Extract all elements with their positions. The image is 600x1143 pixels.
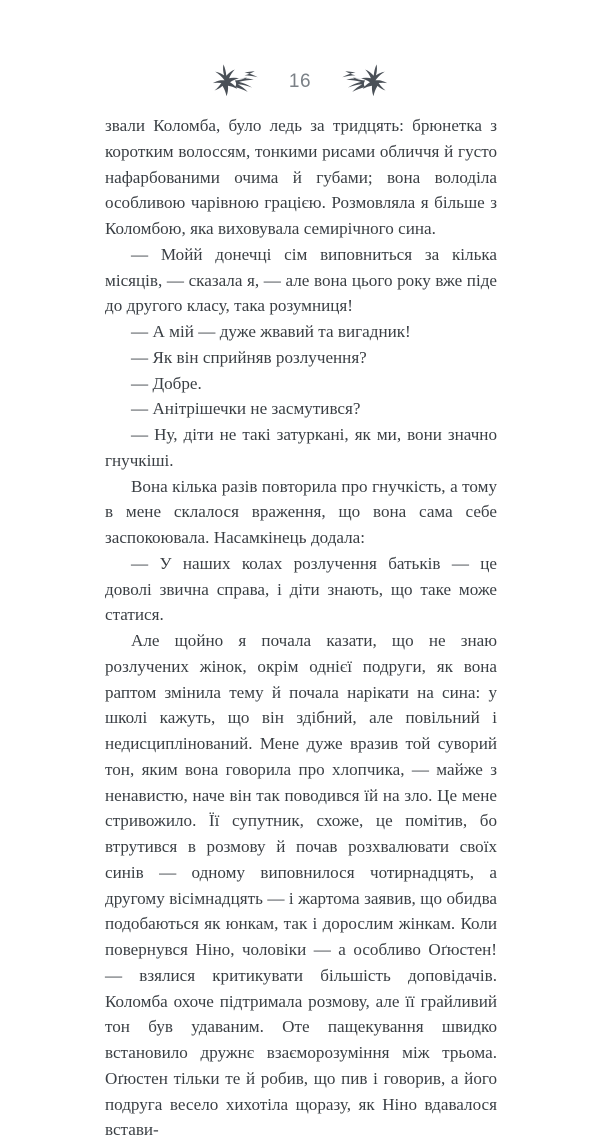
- paragraph: Але щойно я почала казати, що не знаю розлучених жінок, окрім однієї подруги, як вона раптом змінила тему й почала нарікати на сина: у школі кажуть, що він здібний, але повільний і недисциплінований. Мене дуже вразив той суворий тон, яким вона говорила про хлопчика, — майже з ненавистю, наче він так поводився їй на зло. Це мене стривожило. Її супутник, схоже, це помітив, бо втрутився в розмову й почав розхвалювати своїх синів — одному виповнилося чотирнадцять, а другому вісімнадцять — і жартома заявив, що обидва подобаються як юнкам, так і дорослим жінкам. Коли повернувся Ніно, чоловіки — а особливо Оґюстен! — взялися критикувати більшість доповідачів. Коломба охоче підтримала розмову, але її грайливий тон був удаваним. Оте пащекування швидко встановило дружнє взаєморозуміння між трьома. Оґюстен тільки те й робив, що пив і говорив, а його подруга весело хихотіла щоразу, як Ніно вдавалося встави-: [105, 631, 497, 1140]
- paragraph: — У наших колах розлучення батьків — це доволі звична справа, і діти знають, що таке може статися.: [105, 553, 497, 625]
- leaf-flourish-right-icon: [331, 63, 389, 97]
- paragraph: — Анітрішечки не засмутився?: [131, 399, 361, 419]
- page-number: 16: [288, 70, 312, 92]
- paragraph: — Добре.: [131, 373, 202, 393]
- leaf-flourish-left-icon: [211, 63, 269, 97]
- paragraph: звали Коломба, було ледь за тридцять: брюнетка з коротким волоссям, тонкими рисами обличчя й густо нафарбованими очима й губами; вона володіла особливою чарівною грацією. Розмовляла я більше з Коломбою, яка виховувала семирічного сина.: [105, 116, 497, 238]
- paragraph: — Мойй донечці сім виповниться за кілька місяців, — сказала я, — але вона цього року вже піде до другого класу, така розумниця!: [105, 244, 497, 316]
- paragraph: — А мій — дуже жвавий та вигадник!: [131, 322, 411, 341]
- paragraph: Вона кілька разів повторила про гнучкість, а тому в мене склалося враження, що вона сама себе заспокоювала. Насамкінець додала:: [105, 476, 497, 547]
- paragraph: — Ну, діти не такі затуркані, як ми, вони значно гнучкіші.: [105, 425, 497, 470]
- paragraph: — Як він сприйняв розлучення?: [131, 347, 367, 367]
- running-head: [0, 58, 600, 102]
- body-text-block: [105, 113, 497, 1143]
